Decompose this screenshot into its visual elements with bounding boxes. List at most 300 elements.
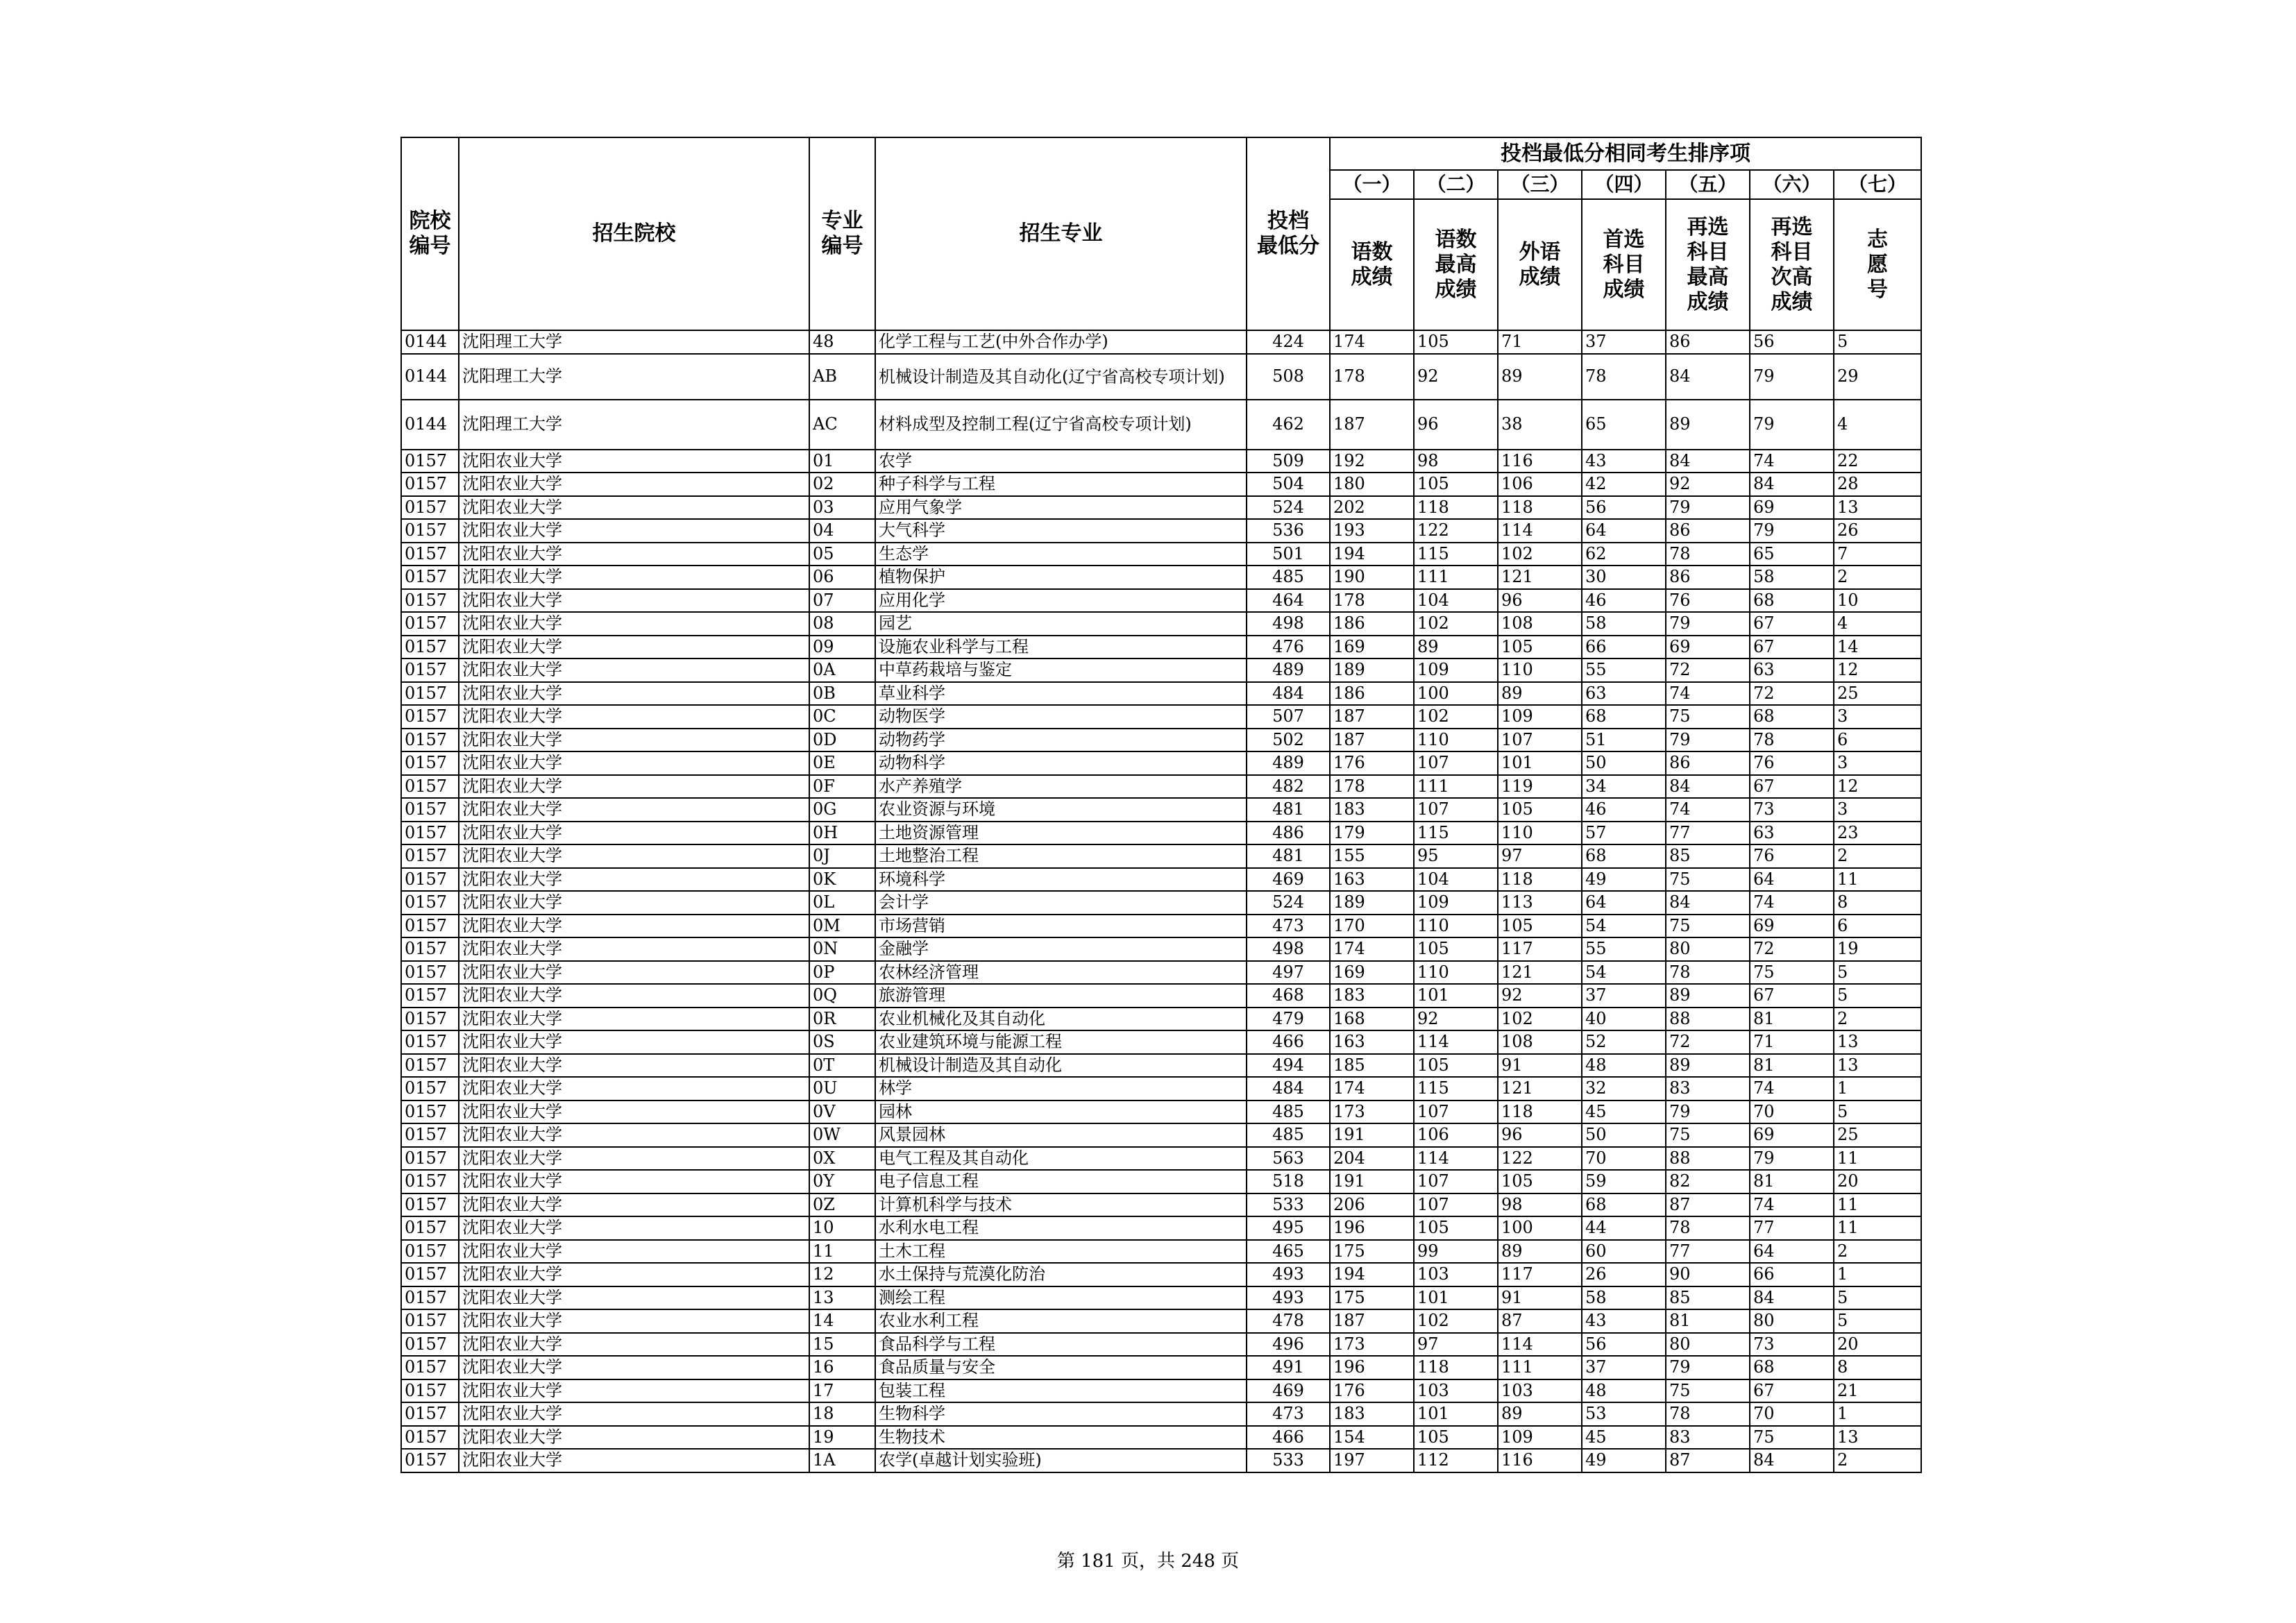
table-row bbox=[401, 1402, 1921, 1426]
cell-tiebreak-7: 7 bbox=[1834, 543, 1921, 566]
cell-school-code: 0157 bbox=[401, 682, 459, 706]
cell-major-code: 0K bbox=[809, 868, 875, 892]
cell-school-name: 沈阳农业大学 bbox=[459, 450, 809, 473]
cell-tiebreak-1: 176 bbox=[1330, 751, 1414, 775]
cell-tiebreak-2: 118 bbox=[1414, 1356, 1498, 1379]
cell-tiebreak-2: 105 bbox=[1414, 473, 1498, 496]
cell-school-name: 沈阳农业大学 bbox=[459, 915, 809, 938]
cell-school-code: 0157 bbox=[401, 1286, 459, 1310]
cell-school-code: 0157 bbox=[401, 1263, 459, 1286]
cell-school-name: 沈阳农业大学 bbox=[459, 566, 809, 589]
cell-major-name: 土地资源管理 bbox=[875, 822, 1247, 845]
cell-school-name: 沈阳农业大学 bbox=[459, 798, 809, 822]
cell-school-code: 0157 bbox=[401, 473, 459, 496]
table-row bbox=[401, 1030, 1921, 1054]
cell-school-code: 0144 bbox=[401, 354, 459, 400]
cell-tiebreak-4: 50 bbox=[1582, 1123, 1666, 1147]
cell-tiebreak-2: 107 bbox=[1414, 1170, 1498, 1193]
cell-tiebreak-7: 13 bbox=[1834, 1426, 1921, 1450]
cell-major-code: 0U bbox=[809, 1077, 875, 1101]
cell-min-score: 473 bbox=[1247, 1402, 1330, 1426]
cell-tiebreak-5: 82 bbox=[1666, 1170, 1750, 1193]
cell-school-code: 0157 bbox=[401, 589, 459, 613]
cell-tiebreak-7: 29 bbox=[1834, 354, 1921, 400]
cell-tiebreak-7: 1 bbox=[1834, 1263, 1921, 1286]
cell-min-score: 469 bbox=[1247, 1379, 1330, 1403]
cell-school-name: 沈阳理工大学 bbox=[459, 400, 809, 450]
cell-tiebreak-4: 56 bbox=[1582, 1333, 1666, 1357]
cell-tiebreak-3: 71 bbox=[1498, 330, 1582, 354]
cell-tiebreak-7: 6 bbox=[1834, 729, 1921, 752]
cell-tiebreak-3: 121 bbox=[1498, 566, 1582, 589]
cell-min-score: 481 bbox=[1247, 798, 1330, 822]
cell-school-code: 0157 bbox=[401, 519, 459, 543]
cell-major-code: 08 bbox=[809, 612, 875, 636]
cell-min-score: 533 bbox=[1247, 1449, 1330, 1472]
cell-tiebreak-4: 55 bbox=[1582, 937, 1666, 961]
cell-tiebreak-7: 19 bbox=[1834, 937, 1921, 961]
cell-major-name: 包装工程 bbox=[875, 1379, 1247, 1403]
cell-tiebreak-6: 68 bbox=[1750, 589, 1834, 613]
cell-min-score: 481 bbox=[1247, 844, 1330, 868]
cell-major-code: 1A bbox=[809, 1449, 875, 1472]
cell-tiebreak-3: 118 bbox=[1498, 1101, 1582, 1124]
cell-tiebreak-6: 63 bbox=[1750, 658, 1834, 682]
cell-tiebreak-5: 84 bbox=[1666, 775, 1750, 799]
table-row bbox=[401, 937, 1921, 961]
table-row bbox=[401, 729, 1921, 752]
cell-school-code: 0157 bbox=[401, 891, 459, 915]
table-row bbox=[401, 330, 1921, 354]
cell-tiebreak-5: 84 bbox=[1666, 450, 1750, 473]
cell-tiebreak-1: 154 bbox=[1330, 1426, 1414, 1450]
cell-tiebreak-5: 87 bbox=[1666, 1193, 1750, 1217]
cell-school-name: 沈阳农业大学 bbox=[459, 1101, 809, 1124]
cell-tiebreak-4: 59 bbox=[1582, 1170, 1666, 1193]
cell-tiebreak-7: 6 bbox=[1834, 915, 1921, 938]
cell-tiebreak-7: 11 bbox=[1834, 1147, 1921, 1171]
cell-major-code: 12 bbox=[809, 1263, 875, 1286]
cell-min-score: 489 bbox=[1247, 658, 1330, 682]
cell-school-code: 0157 bbox=[401, 937, 459, 961]
cell-min-score: 501 bbox=[1247, 543, 1330, 566]
cell-min-score: 466 bbox=[1247, 1426, 1330, 1450]
cell-school-code: 0157 bbox=[401, 1240, 459, 1264]
cell-tiebreak-4: 58 bbox=[1582, 1286, 1666, 1310]
cell-tiebreak-7: 2 bbox=[1834, 1449, 1921, 1472]
cell-major-name: 生态学 bbox=[875, 543, 1247, 566]
cell-tiebreak-3: 121 bbox=[1498, 961, 1582, 985]
table-row bbox=[401, 1101, 1921, 1124]
table-row bbox=[401, 658, 1921, 682]
cell-tiebreak-6: 76 bbox=[1750, 751, 1834, 775]
cell-tiebreak-4: 49 bbox=[1582, 1449, 1666, 1472]
cell-major-name: 农学(卓越计划实验班) bbox=[875, 1449, 1247, 1472]
cell-tiebreak-2: 101 bbox=[1414, 1402, 1498, 1426]
cell-tiebreak-6: 56 bbox=[1750, 330, 1834, 354]
cell-tiebreak-2: 111 bbox=[1414, 775, 1498, 799]
cell-major-code: 10 bbox=[809, 1216, 875, 1240]
cell-school-name: 沈阳农业大学 bbox=[459, 984, 809, 1008]
header-school-code: 院校 编号 bbox=[401, 137, 459, 330]
cell-tiebreak-3: 91 bbox=[1498, 1054, 1582, 1078]
cell-major-code: 15 bbox=[809, 1333, 875, 1357]
cell-tiebreak-1: 190 bbox=[1330, 566, 1414, 589]
table-row bbox=[401, 1170, 1921, 1193]
cell-tiebreak-3: 105 bbox=[1498, 915, 1582, 938]
cell-major-code: AC bbox=[809, 400, 875, 450]
cell-school-name: 沈阳农业大学 bbox=[459, 1030, 809, 1054]
cell-school-name: 沈阳理工大学 bbox=[459, 354, 809, 400]
cell-min-score: 489 bbox=[1247, 751, 1330, 775]
cell-tiebreak-7: 2 bbox=[1834, 844, 1921, 868]
cell-school-code: 0157 bbox=[401, 496, 459, 520]
cell-tiebreak-6: 75 bbox=[1750, 1426, 1834, 1450]
cell-school-name: 沈阳农业大学 bbox=[459, 891, 809, 915]
table-row bbox=[401, 915, 1921, 938]
cell-tiebreak-7: 10 bbox=[1834, 589, 1921, 613]
cell-min-score: 496 bbox=[1247, 1333, 1330, 1357]
cell-tiebreak-6: 79 bbox=[1750, 400, 1834, 450]
header-tiebreak-number: （一） bbox=[1330, 170, 1414, 199]
cell-tiebreak-7: 11 bbox=[1834, 1193, 1921, 1217]
cell-major-name: 电子信息工程 bbox=[875, 1170, 1247, 1193]
cell-tiebreak-4: 37 bbox=[1582, 1356, 1666, 1379]
cell-tiebreak-5: 84 bbox=[1666, 891, 1750, 915]
cell-tiebreak-2: 109 bbox=[1414, 891, 1498, 915]
cell-major-name: 电气工程及其自动化 bbox=[875, 1147, 1247, 1171]
cell-tiebreak-3: 109 bbox=[1498, 1426, 1582, 1450]
cell-tiebreak-2: 105 bbox=[1414, 1216, 1498, 1240]
cell-tiebreak-3: 38 bbox=[1498, 400, 1582, 450]
cell-major-code: 13 bbox=[809, 1286, 875, 1310]
cell-tiebreak-2: 92 bbox=[1414, 354, 1498, 400]
cell-tiebreak-2: 105 bbox=[1414, 330, 1498, 354]
cell-school-code: 0157 bbox=[401, 658, 459, 682]
cell-tiebreak-2: 104 bbox=[1414, 589, 1498, 613]
cell-tiebreak-2: 92 bbox=[1414, 1008, 1498, 1031]
cell-tiebreak-1: 189 bbox=[1330, 658, 1414, 682]
cell-tiebreak-1: 183 bbox=[1330, 1402, 1414, 1426]
cell-min-score: 484 bbox=[1247, 1077, 1330, 1101]
cell-tiebreak-3: 121 bbox=[1498, 1077, 1582, 1101]
cell-tiebreak-2: 102 bbox=[1414, 705, 1498, 729]
cell-tiebreak-5: 85 bbox=[1666, 844, 1750, 868]
cell-tiebreak-1: 163 bbox=[1330, 1030, 1414, 1054]
cell-tiebreak-7: 11 bbox=[1834, 1216, 1921, 1240]
cell-school-code: 0144 bbox=[401, 400, 459, 450]
cell-tiebreak-6: 81 bbox=[1750, 1170, 1834, 1193]
cell-tiebreak-3: 92 bbox=[1498, 984, 1582, 1008]
cell-major-name: 动物科学 bbox=[875, 751, 1247, 775]
cell-school-name: 沈阳农业大学 bbox=[459, 775, 809, 799]
cell-school-code: 0157 bbox=[401, 1193, 459, 1217]
cell-tiebreak-7: 12 bbox=[1834, 658, 1921, 682]
cell-major-code: 48 bbox=[809, 330, 875, 354]
cell-major-name: 市场营销 bbox=[875, 915, 1247, 938]
cell-major-name: 旅游管理 bbox=[875, 984, 1247, 1008]
cell-tiebreak-1: 187 bbox=[1330, 705, 1414, 729]
cell-tiebreak-3: 102 bbox=[1498, 1008, 1582, 1031]
cell-min-score: 424 bbox=[1247, 330, 1330, 354]
cell-tiebreak-6: 73 bbox=[1750, 1333, 1834, 1357]
cell-school-name: 沈阳农业大学 bbox=[459, 751, 809, 775]
cell-tiebreak-7: 11 bbox=[1834, 868, 1921, 892]
cell-tiebreak-5: 86 bbox=[1666, 751, 1750, 775]
cell-major-code: 0B bbox=[809, 682, 875, 706]
cell-tiebreak-1: 194 bbox=[1330, 1263, 1414, 1286]
cell-tiebreak-1: 197 bbox=[1330, 1449, 1414, 1472]
cell-tiebreak-6: 79 bbox=[1750, 354, 1834, 400]
cell-tiebreak-5: 77 bbox=[1666, 1240, 1750, 1264]
cell-tiebreak-6: 74 bbox=[1750, 450, 1834, 473]
cell-tiebreak-5: 69 bbox=[1666, 636, 1750, 659]
cell-tiebreak-3: 116 bbox=[1498, 450, 1582, 473]
cell-tiebreak-6: 64 bbox=[1750, 1240, 1834, 1264]
cell-tiebreak-1: 179 bbox=[1330, 822, 1414, 845]
cell-tiebreak-3: 89 bbox=[1498, 682, 1582, 706]
cell-tiebreak-6: 74 bbox=[1750, 1077, 1834, 1101]
header-school-name: 招生院校 bbox=[459, 137, 809, 330]
cell-tiebreak-1: 187 bbox=[1330, 400, 1414, 450]
cell-school-name: 沈阳农业大学 bbox=[459, 729, 809, 752]
header-min-score: 投档 最低分 bbox=[1247, 137, 1330, 330]
cell-tiebreak-5: 87 bbox=[1666, 1449, 1750, 1472]
cell-tiebreak-6: 84 bbox=[1750, 1286, 1834, 1310]
cell-major-code: 0L bbox=[809, 891, 875, 915]
cell-school-code: 0157 bbox=[401, 751, 459, 775]
cell-tiebreak-1: 176 bbox=[1330, 1379, 1414, 1403]
cell-tiebreak-6: 67 bbox=[1750, 636, 1834, 659]
cell-tiebreak-2: 98 bbox=[1414, 450, 1498, 473]
cell-school-code: 0157 bbox=[401, 450, 459, 473]
cell-major-code: 05 bbox=[809, 543, 875, 566]
cell-major-code: 04 bbox=[809, 519, 875, 543]
cell-tiebreak-3: 122 bbox=[1498, 1147, 1582, 1171]
cell-major-code: 02 bbox=[809, 473, 875, 496]
cell-tiebreak-7: 5 bbox=[1834, 1286, 1921, 1310]
cell-tiebreak-3: 114 bbox=[1498, 519, 1582, 543]
cell-tiebreak-1: 196 bbox=[1330, 1356, 1414, 1379]
cell-tiebreak-3: 89 bbox=[1498, 354, 1582, 400]
cell-school-code: 0157 bbox=[401, 1356, 459, 1379]
cell-major-name: 植物保护 bbox=[875, 566, 1247, 589]
cell-tiebreak-6: 66 bbox=[1750, 1263, 1834, 1286]
cell-school-name: 沈阳农业大学 bbox=[459, 1449, 809, 1472]
cell-school-code: 0157 bbox=[401, 915, 459, 938]
cell-tiebreak-3: 113 bbox=[1498, 891, 1582, 915]
cell-school-name: 沈阳农业大学 bbox=[459, 473, 809, 496]
cell-min-score: 524 bbox=[1247, 496, 1330, 520]
table-row bbox=[401, 1240, 1921, 1264]
cell-major-code: 17 bbox=[809, 1379, 875, 1403]
cell-tiebreak-4: 37 bbox=[1582, 984, 1666, 1008]
cell-tiebreak-2: 115 bbox=[1414, 543, 1498, 566]
table-row bbox=[401, 705, 1921, 729]
cell-tiebreak-3: 118 bbox=[1498, 868, 1582, 892]
table-row bbox=[401, 1008, 1921, 1031]
header-major-name: 招生专业 bbox=[875, 137, 1247, 330]
cell-tiebreak-7: 25 bbox=[1834, 682, 1921, 706]
cell-major-name: 计算机科学与技术 bbox=[875, 1193, 1247, 1217]
table-row bbox=[401, 1333, 1921, 1357]
cell-min-score: 478 bbox=[1247, 1309, 1330, 1333]
cell-tiebreak-1: 192 bbox=[1330, 450, 1414, 473]
cell-tiebreak-5: 77 bbox=[1666, 822, 1750, 845]
cell-school-code: 0157 bbox=[401, 1309, 459, 1333]
cell-min-score: 491 bbox=[1247, 1356, 1330, 1379]
cell-major-code: 0D bbox=[809, 729, 875, 752]
cell-tiebreak-1: 187 bbox=[1330, 1309, 1414, 1333]
cell-tiebreak-5: 75 bbox=[1666, 1123, 1750, 1147]
cell-major-code: 14 bbox=[809, 1309, 875, 1333]
cell-tiebreak-3: 87 bbox=[1498, 1309, 1582, 1333]
cell-major-name: 应用气象学 bbox=[875, 496, 1247, 520]
cell-major-code: 0S bbox=[809, 1030, 875, 1054]
table-row bbox=[401, 612, 1921, 636]
header-tiebreak-label: 外语 成绩 bbox=[1498, 199, 1582, 330]
cell-tiebreak-2: 104 bbox=[1414, 868, 1498, 892]
cell-tiebreak-5: 83 bbox=[1666, 1077, 1750, 1101]
cell-school-code: 0157 bbox=[401, 1030, 459, 1054]
table-row bbox=[401, 751, 1921, 775]
table-row bbox=[401, 450, 1921, 473]
cell-tiebreak-5: 79 bbox=[1666, 612, 1750, 636]
cell-tiebreak-1: 175 bbox=[1330, 1286, 1414, 1310]
cell-tiebreak-2: 115 bbox=[1414, 822, 1498, 845]
cell-school-code: 0157 bbox=[401, 1333, 459, 1357]
cell-tiebreak-6: 58 bbox=[1750, 566, 1834, 589]
cell-tiebreak-3: 117 bbox=[1498, 1263, 1582, 1286]
cell-tiebreak-5: 86 bbox=[1666, 566, 1750, 589]
cell-tiebreak-4: 54 bbox=[1582, 961, 1666, 985]
cell-tiebreak-5: 79 bbox=[1666, 1356, 1750, 1379]
table-row bbox=[401, 400, 1921, 450]
table-row bbox=[401, 1286, 1921, 1310]
cell-major-name: 食品质量与安全 bbox=[875, 1356, 1247, 1379]
header-major-code: 专业 编号 bbox=[809, 137, 875, 330]
cell-major-code: 0A bbox=[809, 658, 875, 682]
cell-tiebreak-5: 78 bbox=[1666, 1402, 1750, 1426]
table-row bbox=[401, 844, 1921, 868]
cell-tiebreak-6: 67 bbox=[1750, 1379, 1834, 1403]
cell-tiebreak-6: 64 bbox=[1750, 868, 1834, 892]
cell-school-name: 沈阳农业大学 bbox=[459, 1263, 809, 1286]
cell-major-name: 水土保持与荒漠化防治 bbox=[875, 1263, 1247, 1286]
cell-tiebreak-7: 20 bbox=[1834, 1170, 1921, 1193]
cell-tiebreak-7: 12 bbox=[1834, 775, 1921, 799]
cell-tiebreak-1: 187 bbox=[1330, 729, 1414, 752]
cell-tiebreak-2: 103 bbox=[1414, 1379, 1498, 1403]
cell-school-name: 沈阳理工大学 bbox=[459, 330, 809, 354]
cell-tiebreak-3: 107 bbox=[1498, 729, 1582, 752]
cell-tiebreak-4: 63 bbox=[1582, 682, 1666, 706]
cell-tiebreak-2: 107 bbox=[1414, 751, 1498, 775]
cell-tiebreak-2: 89 bbox=[1414, 636, 1498, 659]
cell-tiebreak-1: 183 bbox=[1330, 984, 1414, 1008]
cell-tiebreak-3: 114 bbox=[1498, 1333, 1582, 1357]
cell-tiebreak-2: 102 bbox=[1414, 612, 1498, 636]
cell-school-code: 0157 bbox=[401, 729, 459, 752]
cell-major-code: 0R bbox=[809, 1008, 875, 1031]
cell-school-name: 沈阳农业大学 bbox=[459, 1216, 809, 1240]
cell-major-code: AB bbox=[809, 354, 875, 400]
table-row bbox=[401, 1449, 1921, 1472]
cell-major-code: 0Z bbox=[809, 1193, 875, 1217]
cell-major-code: 0X bbox=[809, 1147, 875, 1171]
cell-tiebreak-2: 106 bbox=[1414, 1123, 1498, 1147]
cell-tiebreak-1: 169 bbox=[1330, 961, 1414, 985]
cell-tiebreak-6: 65 bbox=[1750, 543, 1834, 566]
cell-school-code: 0157 bbox=[401, 1379, 459, 1403]
cell-tiebreak-4: 55 bbox=[1582, 658, 1666, 682]
cell-school-code: 0157 bbox=[401, 1170, 459, 1193]
cell-tiebreak-1: 168 bbox=[1330, 1008, 1414, 1031]
cell-tiebreak-3: 89 bbox=[1498, 1240, 1582, 1264]
table-row bbox=[401, 891, 1921, 915]
cell-major-code: 0G bbox=[809, 798, 875, 822]
cell-tiebreak-4: 34 bbox=[1582, 775, 1666, 799]
cell-tiebreak-2: 110 bbox=[1414, 915, 1498, 938]
table-row bbox=[401, 1309, 1921, 1333]
cell-tiebreak-1: 183 bbox=[1330, 798, 1414, 822]
cell-tiebreak-3: 97 bbox=[1498, 844, 1582, 868]
cell-tiebreak-2: 105 bbox=[1414, 937, 1498, 961]
cell-tiebreak-3: 96 bbox=[1498, 1123, 1582, 1147]
cell-tiebreak-5: 79 bbox=[1666, 1101, 1750, 1124]
cell-tiebreak-7: 8 bbox=[1834, 891, 1921, 915]
cell-tiebreak-4: 66 bbox=[1582, 636, 1666, 659]
cell-tiebreak-5: 72 bbox=[1666, 1030, 1750, 1054]
cell-tiebreak-6: 71 bbox=[1750, 1030, 1834, 1054]
cell-tiebreak-5: 86 bbox=[1666, 330, 1750, 354]
cell-tiebreak-1: 173 bbox=[1330, 1333, 1414, 1357]
cell-major-name: 农业建筑环境与能源工程 bbox=[875, 1030, 1247, 1054]
cell-tiebreak-1: 173 bbox=[1330, 1101, 1414, 1124]
cell-tiebreak-1: 169 bbox=[1330, 636, 1414, 659]
cell-school-name: 沈阳农业大学 bbox=[459, 844, 809, 868]
cell-min-score: 485 bbox=[1247, 1101, 1330, 1124]
cell-major-code: 0N bbox=[809, 937, 875, 961]
cell-tiebreak-6: 75 bbox=[1750, 961, 1834, 985]
cell-school-name: 沈阳农业大学 bbox=[459, 1123, 809, 1147]
table-row bbox=[401, 473, 1921, 496]
cell-min-score: 563 bbox=[1247, 1147, 1330, 1171]
cell-tiebreak-3: 108 bbox=[1498, 612, 1582, 636]
cell-school-code: 0157 bbox=[401, 1426, 459, 1450]
cell-min-score: 465 bbox=[1247, 1240, 1330, 1264]
cell-tiebreak-3: 103 bbox=[1498, 1379, 1582, 1403]
cell-tiebreak-2: 118 bbox=[1414, 496, 1498, 520]
cell-major-name: 水利水电工程 bbox=[875, 1216, 1247, 1240]
cell-school-code: 0157 bbox=[401, 798, 459, 822]
cell-school-name: 沈阳农业大学 bbox=[459, 682, 809, 706]
header-tiebreak-number: （五） bbox=[1666, 170, 1750, 199]
cell-school-name: 沈阳农业大学 bbox=[459, 1147, 809, 1171]
cell-major-name: 草业科学 bbox=[875, 682, 1247, 706]
cell-tiebreak-7: 26 bbox=[1834, 519, 1921, 543]
cell-tiebreak-2: 102 bbox=[1414, 1309, 1498, 1333]
table-body bbox=[401, 330, 1921, 1472]
table-row bbox=[401, 543, 1921, 566]
cell-tiebreak-7: 5 bbox=[1834, 984, 1921, 1008]
cell-tiebreak-7: 2 bbox=[1834, 1240, 1921, 1264]
cell-major-name: 金融学 bbox=[875, 937, 1247, 961]
cell-tiebreak-5: 88 bbox=[1666, 1008, 1750, 1031]
cell-tiebreak-3: 101 bbox=[1498, 751, 1582, 775]
cell-tiebreak-2: 112 bbox=[1414, 1449, 1498, 1472]
cell-tiebreak-6: 69 bbox=[1750, 915, 1834, 938]
